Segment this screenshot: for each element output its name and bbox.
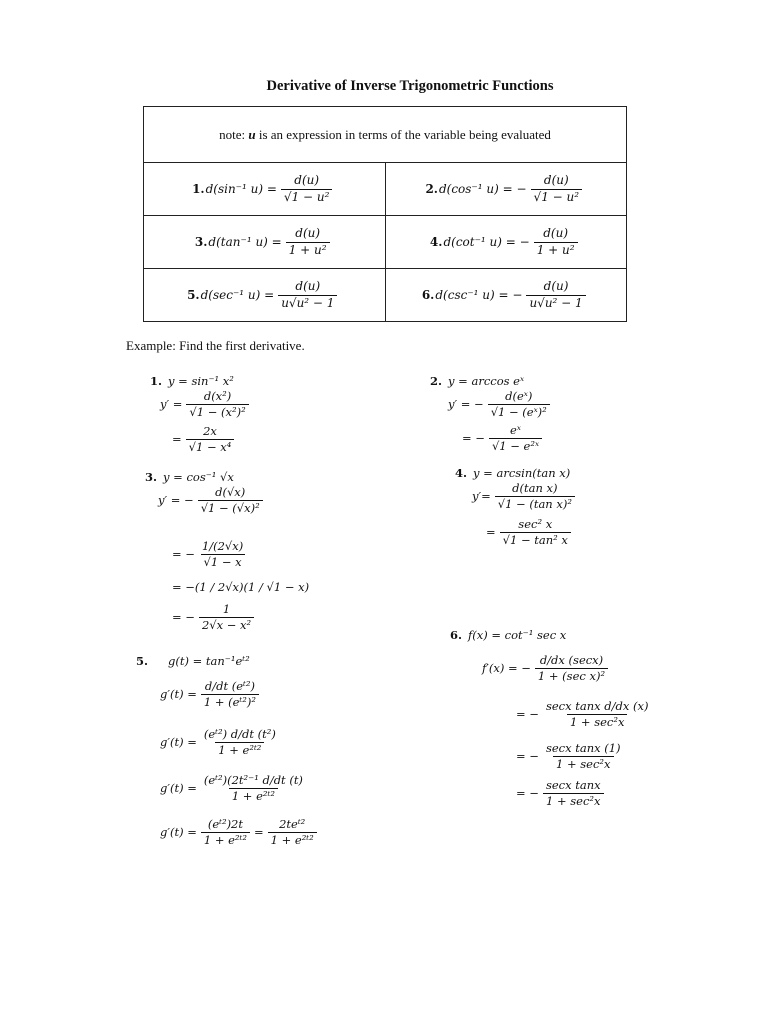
step-denominator: √1 − x⁴	[186, 439, 235, 454]
step-equals: =	[253, 825, 264, 840]
formula-lhs: d(csc⁻¹ u) = −	[435, 288, 523, 302]
step-denominator: 1 + e²ᵗ²	[201, 832, 250, 847]
step-denominator: 1 + e²ᵗ²	[268, 832, 317, 847]
step-denominator: 1 + (sec x)²	[535, 668, 608, 683]
formula-lhs: d(sin⁻¹ u) =	[205, 182, 277, 196]
formula-lhs: d(cot⁻¹ u) = −	[443, 235, 530, 249]
step-denominator: 1 + sec²x	[553, 756, 614, 771]
ex2-given-line	[430, 374, 524, 388]
step-numerator: (eᵗ²)(2t²⁻¹ d/dt (t)	[203, 773, 303, 787]
step-lhs: = −	[516, 786, 539, 801]
step-numerator: d(tan x)	[512, 481, 558, 495]
step-denominator: √1 − e²ˣ	[489, 438, 542, 453]
step-denominator: √1 − (x²)²	[186, 404, 248, 419]
formula-4	[385, 216, 627, 269]
formula-number: 4.	[429, 235, 443, 249]
step-lhs: = −	[516, 707, 539, 722]
formula-5	[144, 269, 386, 322]
step-lhs: g′(t) =	[160, 825, 197, 840]
formula-lhs: d(cos⁻¹ u) = −	[438, 182, 527, 196]
step-numerator: d(eˣ)	[505, 389, 533, 403]
formula-number: 6.	[421, 288, 435, 302]
ex3-step-3	[172, 580, 309, 594]
formula-denominator: 1 + u²	[286, 242, 330, 257]
step-numerator: sec² x	[518, 517, 553, 531]
ex6-step-2	[516, 700, 655, 728]
formula-denominator: √1 − u²	[531, 189, 583, 204]
formula-number: 1.	[192, 182, 205, 196]
ex6-given-line	[450, 628, 566, 642]
step-lhs: =	[486, 525, 496, 540]
ex6-step-1	[482, 654, 612, 682]
formula-lhs: d(tan⁻¹ u) =	[208, 235, 282, 249]
step-lhs: y′ =	[160, 397, 183, 412]
ex1-given: y = sin⁻¹ x²	[168, 374, 234, 388]
step-denominator: √1 − tan² x	[500, 532, 571, 547]
ex3-given: y = cos⁻¹ √x	[163, 470, 234, 484]
step-lhs: y′ = −	[448, 397, 484, 412]
ex4-step-2	[486, 518, 575, 546]
step-lhs: y′ = −	[158, 493, 194, 508]
formula-numerator: d(u)	[543, 173, 569, 188]
step-numerator: (eᵗ²) d/dt (t²)	[203, 727, 276, 741]
formula-2	[385, 163, 627, 216]
step-expression: = −(1 / 2√x)(1 / √1 − x)	[172, 580, 310, 594]
note-cell	[144, 107, 627, 163]
formula-numerator: d(u)	[295, 226, 321, 241]
step-denominator: √1 − (√x)²	[198, 500, 263, 515]
ex5-step-1	[160, 680, 263, 708]
step-numerator: secx tanx d/dx (x)	[545, 699, 649, 713]
step-denominator: √1 − x	[201, 554, 245, 569]
formula-denominator: 1 + u²	[534, 242, 578, 257]
ex5-given: g(t) = tan⁻¹eᵗ²	[168, 654, 250, 668]
step-numerator: 1/(2√x)	[201, 539, 244, 553]
step-numerator: 1	[222, 602, 231, 616]
ex4-given: y = arcsin(tan x)	[473, 466, 571, 480]
step-lhs: =	[172, 432, 182, 447]
step-lhs: = −	[462, 431, 485, 446]
formula-number: 5.	[187, 288, 200, 302]
step-denominator: 1 + (eᵗ²)²	[201, 694, 259, 709]
step-lhs: = −	[516, 749, 539, 764]
page-title: Derivative of Inverse Trigonometric Functions	[266, 78, 554, 94]
formula-numerator: d(u)	[294, 173, 320, 188]
formula-numerator: d(u)	[543, 279, 569, 294]
ex2-number: 2.	[430, 374, 443, 388]
example-label: Example: Find the first derivative.	[126, 338, 305, 353]
ex5-step-4	[160, 818, 321, 846]
formula-6	[385, 269, 627, 322]
step-denominator: 1 + sec²x	[543, 793, 604, 808]
note-suffix: is an expression in terms of the variable being evaluated	[255, 126, 551, 142]
ex5-given-line	[136, 654, 250, 668]
ex1-number: 1.	[150, 374, 163, 388]
ex3-number: 3.	[145, 470, 158, 484]
ex6-step-3	[516, 742, 628, 770]
formula-number: 3.	[194, 235, 208, 249]
ex3-given-line	[145, 470, 234, 484]
step-lhs: g′(t) =	[160, 781, 197, 796]
formula-denominator: u√u² − 1	[278, 295, 337, 310]
step-lhs: g′(t) =	[160, 735, 197, 750]
ex5-step-2	[160, 728, 283, 756]
step-numerator: d/dt (eᵗ²)	[204, 679, 255, 693]
step-numerator: 2x	[203, 424, 217, 438]
note-var: u	[248, 126, 256, 142]
step-denominator: √1 − (eˣ)²	[488, 404, 550, 419]
step-numerator: secx tanx (1)	[545, 741, 621, 755]
step-numerator: d/dx (secx)	[539, 653, 604, 667]
note-prefix: note:	[219, 126, 249, 142]
ex2-given: y = arccos eˣ	[448, 374, 525, 388]
ex4-number: 4.	[455, 466, 468, 480]
step-denominator: 1 + sec²x	[567, 714, 628, 729]
ex3-step-2	[172, 540, 250, 568]
ex6-given: f(x) = cot⁻¹ sec x	[468, 628, 567, 642]
step-lhs: = −	[172, 547, 195, 562]
step-numerator: d(√x)	[215, 485, 246, 499]
ex4-step-1	[472, 482, 579, 510]
ex2-step-2	[462, 424, 546, 452]
formula-1	[144, 163, 386, 216]
ex1-step-1	[160, 390, 253, 418]
step-numerator: d(x²)	[203, 389, 232, 403]
step-denominator: 2√x − x²	[199, 617, 254, 632]
formula-denominator: √1 − u²	[281, 189, 333, 204]
ex5-number: 5.	[136, 654, 149, 668]
formula-numerator: d(u)	[295, 279, 321, 294]
ex3-step-1	[158, 486, 267, 514]
step-denominator: 1 + e²ᵗ²	[229, 788, 278, 803]
ex1-given-line	[150, 374, 234, 388]
formula-numerator: d(u)	[543, 226, 569, 241]
ex1-step-2	[172, 425, 238, 453]
ex2-step-1	[448, 390, 554, 418]
ex6-number: 6.	[450, 628, 463, 642]
step-numerator: (eᵗ²)2t	[207, 817, 243, 831]
ex5-step-3	[160, 774, 310, 802]
step-numerator: secx tanx	[545, 778, 601, 792]
formula-lhs: d(sec⁻¹ u) =	[200, 288, 275, 302]
formula-number: 2.	[425, 182, 438, 196]
ex6-step-4	[516, 779, 608, 807]
step-numerator: eˣ	[510, 423, 521, 437]
step-denominator: √1 − (tan x)²	[495, 496, 575, 511]
formula-denominator: u√u² − 1	[526, 295, 585, 310]
formula-table	[143, 106, 627, 322]
step-lhs: = −	[172, 610, 195, 625]
ex3-step-4	[172, 603, 258, 631]
formula-3	[144, 216, 386, 269]
step-lhs: y′=	[472, 489, 491, 504]
step-numerator: 2teᵗ²	[279, 817, 306, 831]
step-denominator: 1 + e²ᵗ²	[215, 742, 264, 757]
ex4-given-line	[455, 466, 570, 480]
step-lhs: g′(t) =	[160, 687, 197, 702]
step-lhs: f′(x) = −	[482, 661, 531, 676]
